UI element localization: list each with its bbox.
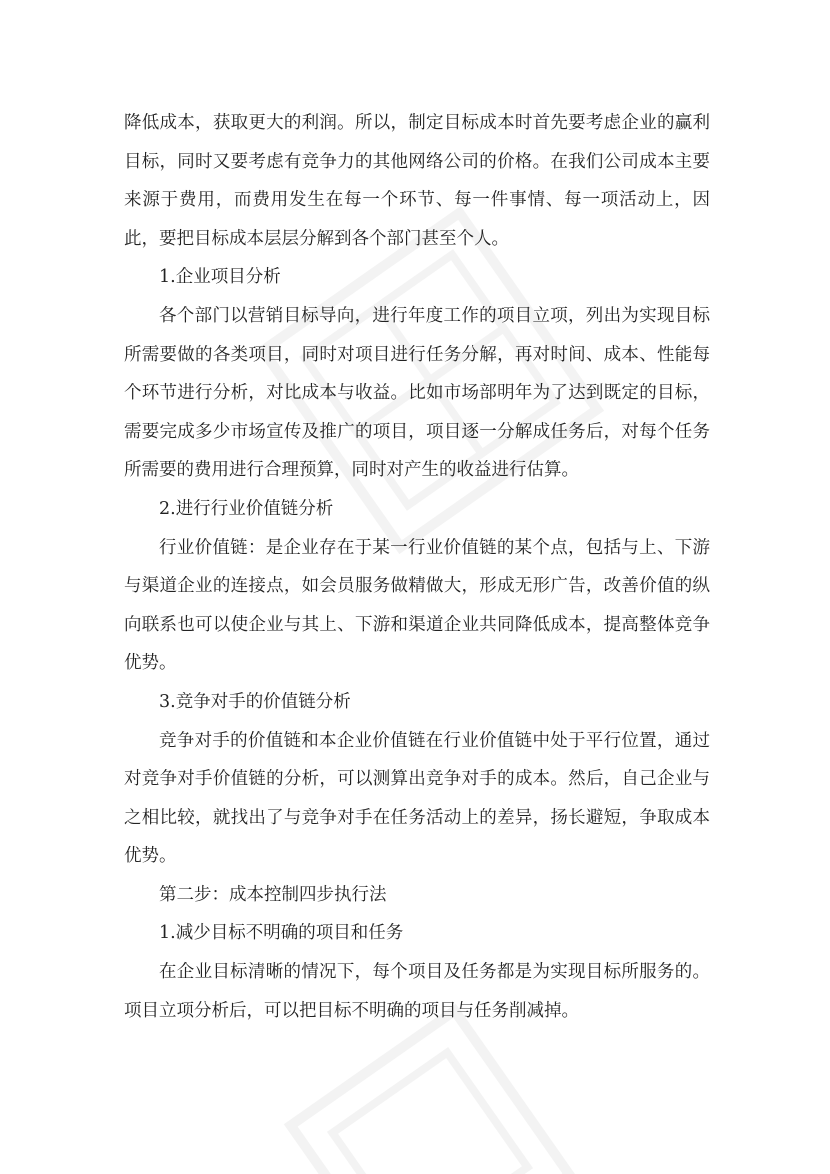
paragraph-competitor-value-chain: 竞争对手的价值链和本企业价值链在行业价值链中处于平行位置，通过对竞争对手价值链的分析，可以测算出竞争对手的成本。然后，自己企业与之相比较，就找出了与竞争对手在任务活动上的差异，扬长避短，争取成本优势。 bbox=[124, 730, 710, 867]
heading-competitor-value-chain: 3.竞争对手的价值链分析 bbox=[159, 691, 351, 712]
paragraph-industry-value-chain: 行业价值链：是企业存在于某一行业价值链的某个点，包括与上、下游与渠道企业的连接点，如会员服务做精做大，形成无形广告，改善价值的纵向联系也可以使企业与其上、下游和渠道企业共同降低成本，提高整体竞争优势。 bbox=[124, 537, 710, 674]
heading-enterprise-project-analysis: 1.企业项目分析 bbox=[159, 267, 281, 288]
heading-industry-value-chain: 2.进行行业价值链分析 bbox=[159, 498, 334, 519]
paragraph-continued: 降低成本，获取更大的利润。所以，制定目标成本时首先要考虑企业的赢利目标，同时又要考虑有竞争力的其他网络公司的价格。在我们公司成本主要来源于费用，而费用发生在每一个环节、每一件事情、每一项活动上，因此，要把目标成本层层分解到各个部门甚至个人。 bbox=[124, 113, 710, 249]
paragraph-reduce-unclear-projects: 在企业目标清晰的情况下，每个项目及任务都是为实现目标所服务的。项目立项分析后，可以把目标不明确的项目与任务削减掉。 bbox=[124, 962, 710, 1021]
heading-step-two: 第二步：成本控制四步执行法 bbox=[159, 884, 387, 905]
document-body bbox=[124, 104, 710, 1030]
heading-reduce-unclear-projects: 1.减少目标不明确的项目和任务 bbox=[159, 923, 404, 944]
paragraph-project-analysis: 各个部门以营销目标导向，进行年度工作的项目立项，列出为实现目标所需要做的各类项目，同时对项目进行任务分解，再对时间、成本、性能每个环节进行分析，对比成本与收益。比如市场部明年为了达到既定的目标，需要完成多少市场宣传及推广的项目，项目逐一分解成任务后，对每个任务所需要的费用进行合理预算，同时对产生的收益进行估算。 bbox=[124, 305, 710, 481]
